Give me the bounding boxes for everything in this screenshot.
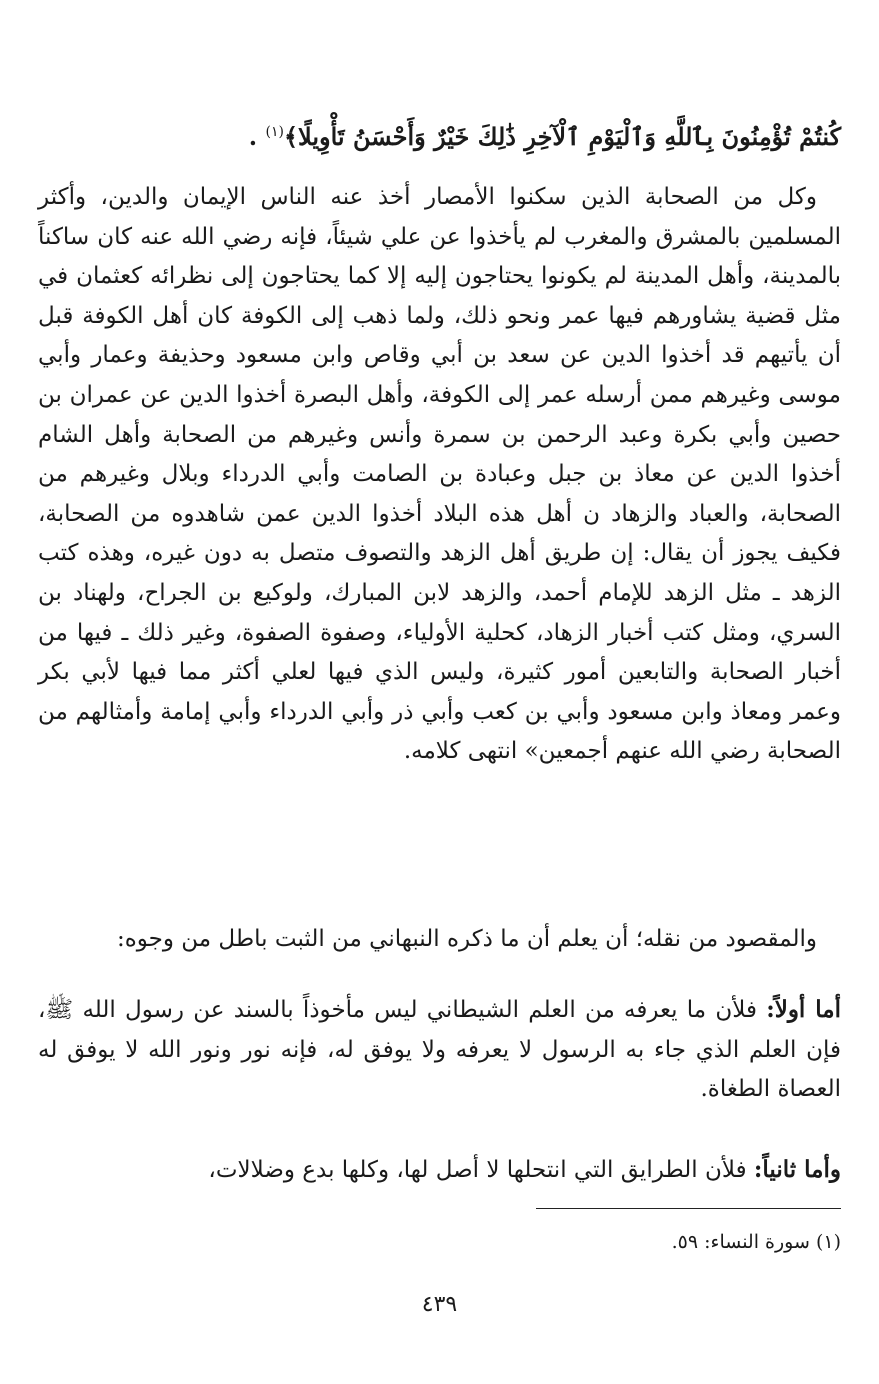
verse-end: .	[248, 122, 266, 151]
footnote-marker: (١)	[265, 124, 284, 140]
footnote: (١) سورة النساء: ٥٩.	[671, 1231, 841, 1253]
paragraph-1: وكل من الصحابة الذين سكنوا الأمصار أخذ عنه الناس الإيمان والدين، وأكثر المسلمين بالمشرق والمغرب لم يأخذوا عن علي شيئاً، فإنه رضي الله عنه كان ساكناً بالمدينة، وأهل المدينة لم يكونوا يحتاجون إليه إلا كما يحتاجون إلى نظرائه كعثمان في مثل قضية يشاورهم فيها عمر ونحو ذلك، ولما ذهب إلى الكوفة كان أهل الكوفة قبل أن يأتيهم قد أخذوا الدين عن سعد بن أبي وقاص وابن مسعود وحذيفة وعمار وأبي موسى وغيرهم ممن أرسله عمر إلى الكوفة، وأهل البصرة أخذوا الدين عن عمران بن حصين وأبي بكرة وعبد الرحمن بن سمرة وأنس وغيرهم من الصحابة وأهل الشام أخذوا الدين عن معاذ بن جبل وعبادة بن الصامت وأبي الدرداء وبلال وغيرهم من الصحابة، والعباد والزهاد ن أهل هذه البلاد أخذوا الدين عمن شاهدوه من الصحابة، فكيف يجوز أن يقال: إن طريق أهل الزهد والتصوف متصل به دون غيره، وهذه كتب الزهد ـ مثل الزهد للإمام أحمد، والزهد لابن المبارك، ولوكيع بن الجراح، ولهناد بن السري، ومثل كتب أخبار الزهاد، كحلية الأولياء، وصفوة الصفوة، وغير ذلك ـ فيها من أخبار الصحابة والتابعين أمور كثيرة، وليس الذي فيها لعلي أكثر مما فيها لأبي بكر وعمر ومعاذ وابن مسعود وأبي بن كعب وأبي ذر وأبي الدرداء وأبي إمامة وأمثالهم من الصحابة رضي الله عنهم أجمعين» انتهى كلامه.	[38, 184, 841, 765]
verse-text: كُنتُمْ تُؤْمِنُونَ بِٱللَّهِ وَٱلْيَوْمِ ٱلْآخِرِ ذَٰلِكَ خَيْرٌ وَأَحْسَنُ تَأْوِيلًا﴾	[283, 122, 841, 151]
paragraph-4-lead: وأما ثانياً:	[753, 1156, 841, 1183]
page-number: ٤٣٩	[421, 1292, 458, 1317]
paragraph-2: والمقصود من نقله؛ أن يعلم أن ما ذكره النبهاني من الثبت باطل من وجوه:	[116, 926, 817, 952]
paragraph-3-lead: أما أولاً:	[766, 996, 841, 1023]
paragraph-4-text: فلأن الطرايق التي انتحلها لا أصل لها، وكلها بدع وضلالات،	[208, 1157, 754, 1183]
paragraph-4	[38, 1150, 841, 1191]
footnote-divider	[536, 1208, 841, 1209]
quran-verse	[31, 112, 841, 157]
paragraph-3-text: فلأن ما يعرفه من العلم الشيطاني ليس مأخوذاً بالسند عن رسول الله ﷺ، فإن العلم الذي جاء به الرسول لا يعرفه ولا يوفق له، فإنه نور ونور الله لا يوفق له العصاة الطغاة.	[38, 997, 841, 1103]
paragraph-3	[38, 990, 841, 1110]
